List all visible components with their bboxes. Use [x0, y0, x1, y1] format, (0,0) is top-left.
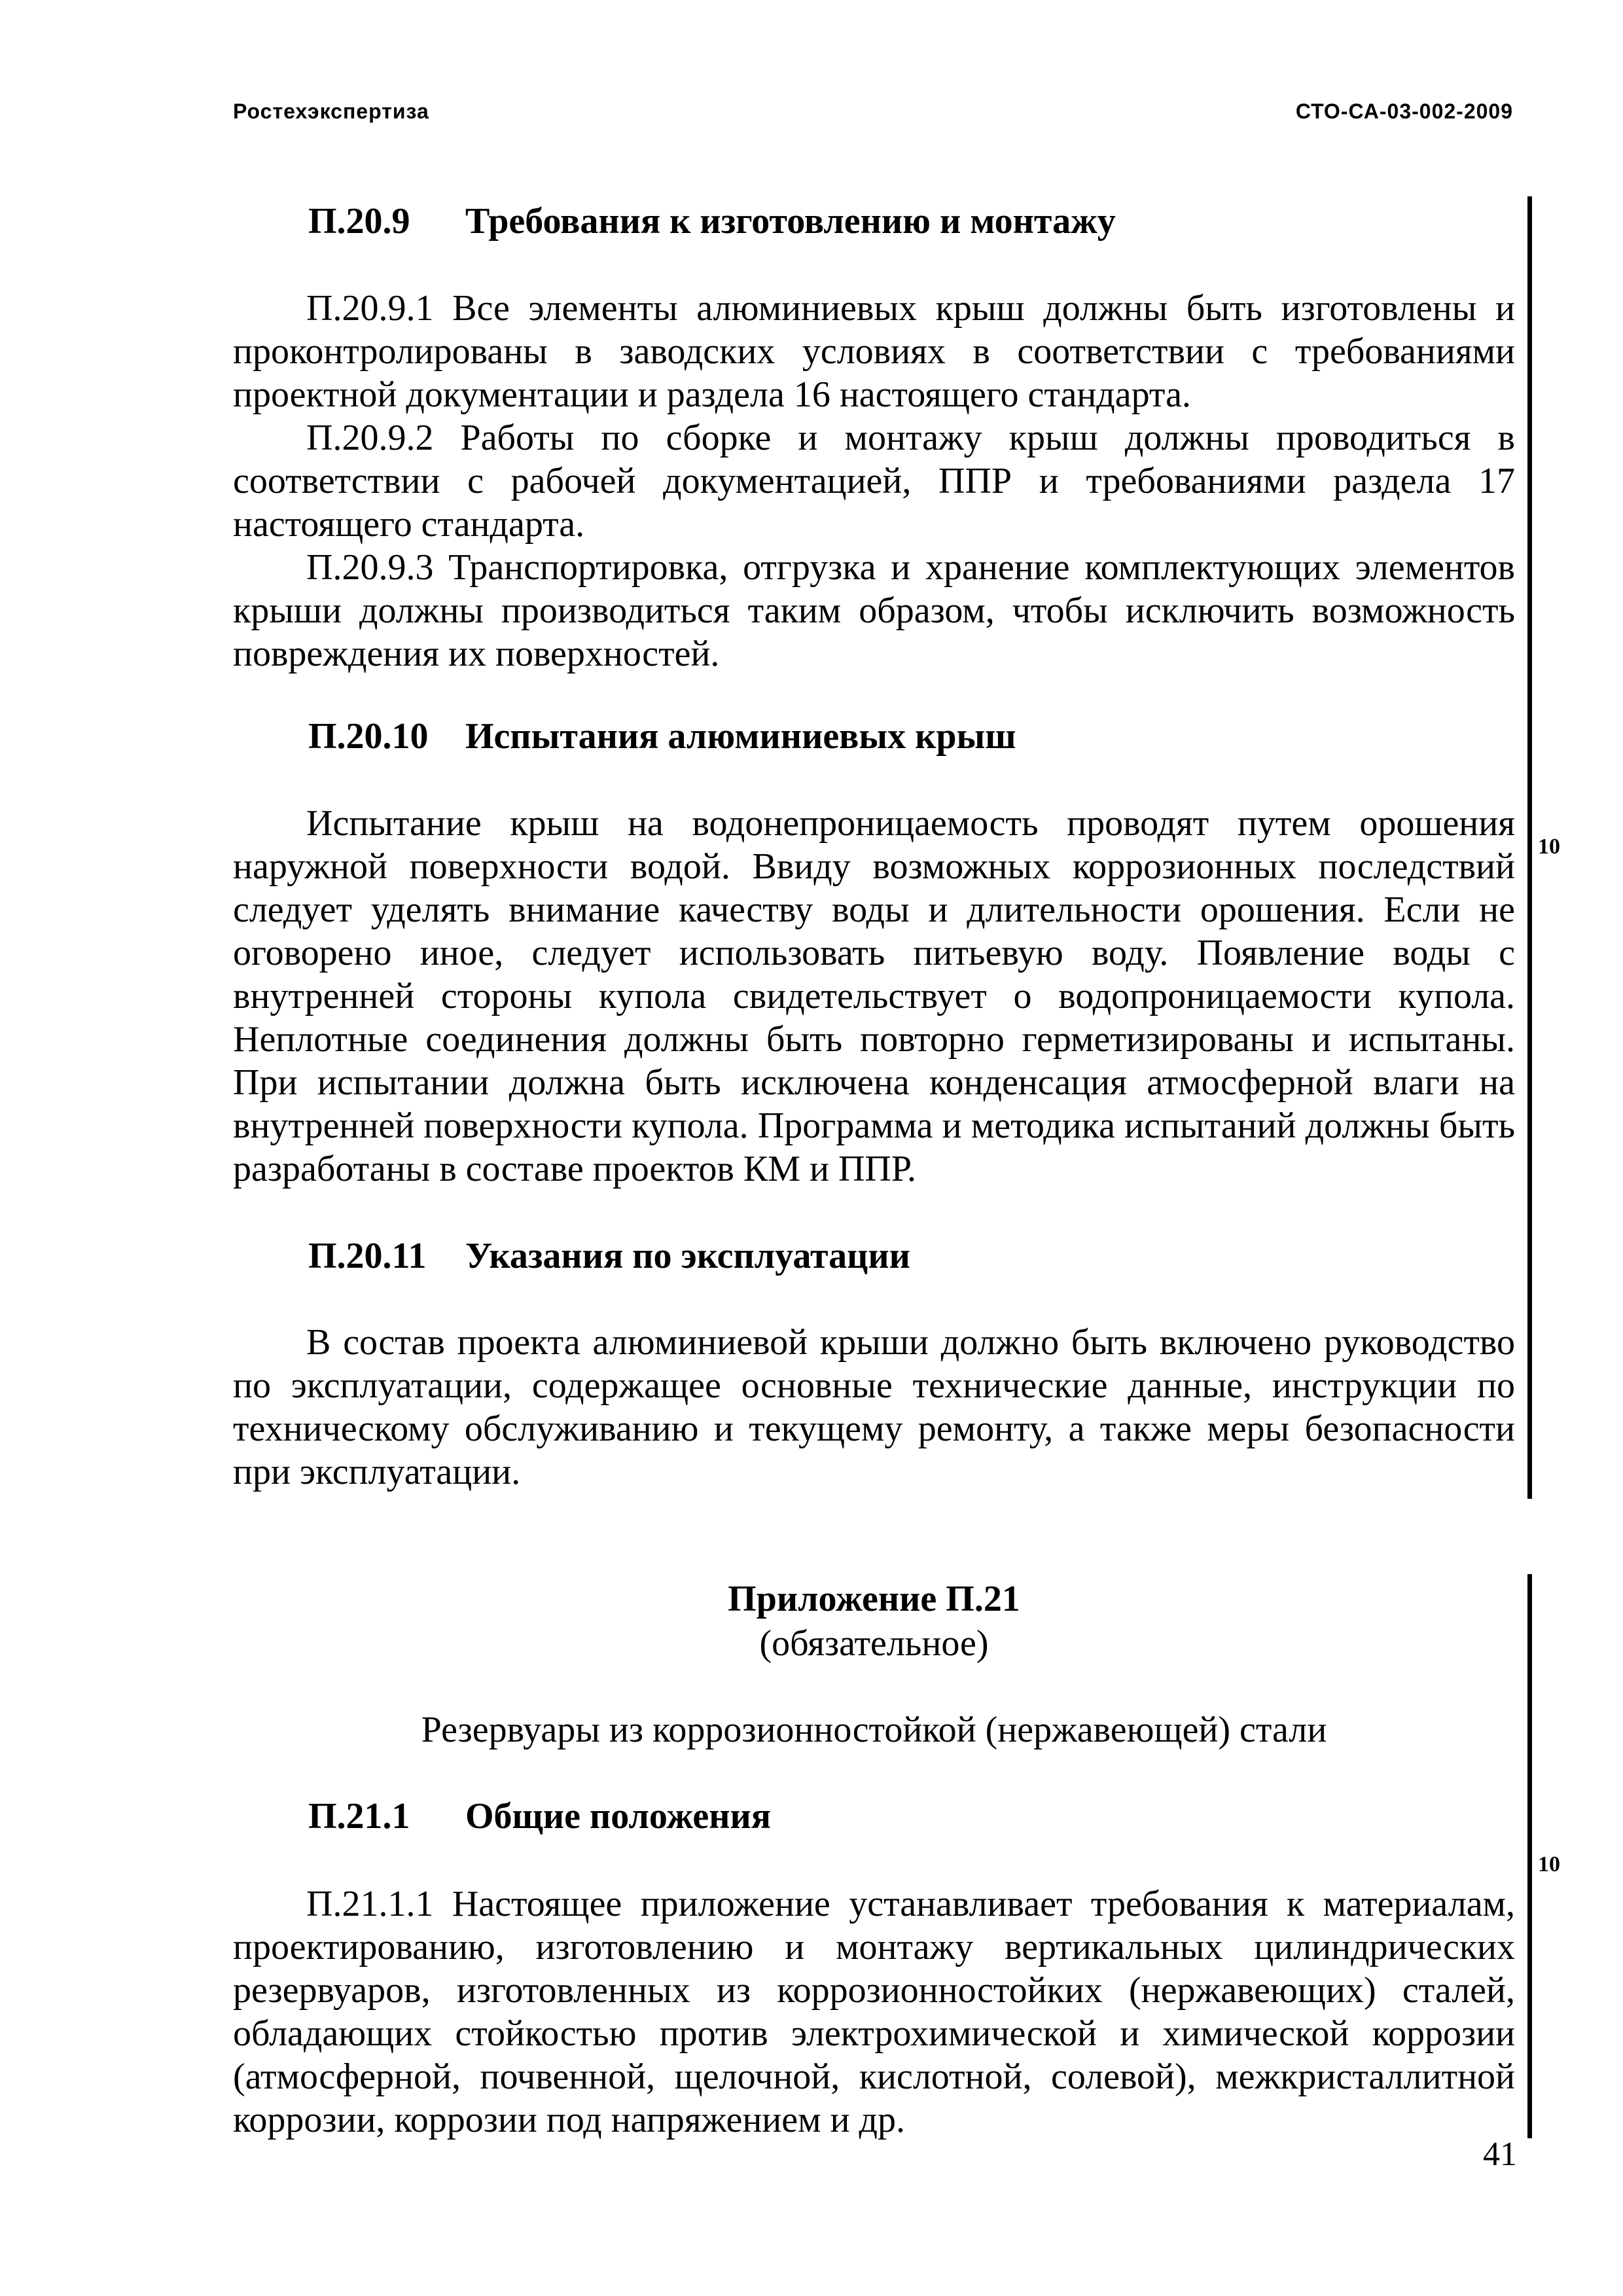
- section-heading: [308, 200, 1116, 243]
- paragraph: П.21.1.1 Настоящее приложение устанавливает требования к материалам, проектированию, изготовлению и монтажу вертикальных цилиндрических резервуаров, изготовленных из коррозионностойких (нержавеющих) сталей, обладающих стойкостью против электрохимической и химической коррозии (атмосферной, почвенной, щелочной, кислотной, солевой), межкристаллитной коррозии, коррозии под напряжением и др.: [233, 1884, 1515, 2140]
- paragraph: П.20.9.1 Все элементы алюминиевых крыш должны быть изготовлены и проконтролированы в заводских условиях в соответствии с требованиями проектной документации и раздела 16 настоящего стандарта.: [233, 288, 1515, 415]
- revision-bar: [1527, 196, 1532, 1499]
- section-title: Требования к изготовлению и монтажу: [465, 201, 1116, 242]
- revision-mark: 10: [1538, 1852, 1560, 1876]
- section-title: Указания по эксплуатации: [465, 1236, 910, 1276]
- section-title: Общие положения: [465, 1796, 772, 1837]
- section-heading: [308, 715, 1016, 758]
- appendix-note: (обязательное): [759, 1623, 989, 1664]
- section-text: [233, 1321, 1515, 1494]
- section-number: П.21.1: [308, 1796, 410, 1837]
- paragraph: П.20.9.2 Работы по сборке и монтажу крыш должны проводиться в соответствии с рабочей документацией, ППР и требованиями раздела 17 настоящего стандарта.: [233, 418, 1515, 545]
- revision-bar: [1527, 1574, 1532, 2138]
- section-text: [233, 1882, 1515, 2142]
- section-heading: [308, 1795, 771, 1838]
- revision-mark: 10: [1538, 834, 1560, 859]
- paragraph: П.20.9.3 Транспортировка, отгрузка и хранение комплектующих элементов крыши должны производиться таким образом, чтобы исключить возможность повреждения их поверхностей.: [233, 547, 1515, 674]
- paragraph: Испытание крыш на водонепроницаемость проводят путем орошения наружной поверхности водой. Ввиду возможных коррозионных последствий следует уделять внимание качеству воды и длительности орошения. Если не оговорено иное, следует использовать питьевую воду. Появление воды с внутренней стороны купола свидетельствует о водопроницаемости купола. Неплотные соединения должны быть повторно герметизированы и испытаны. При испытании должна быть исключена конденсация атмосферной влаги на внутренней поверхности купола. Программа и методика испытаний должны быть разработаны в составе проектов КМ и ППР.: [233, 803, 1515, 1189]
- section-text: [233, 802, 1515, 1191]
- section-number: П.20.9: [308, 201, 410, 242]
- section-number: П.20.11: [308, 1236, 427, 1276]
- page-number: 41: [1483, 2136, 1517, 2173]
- paragraph: В состав проекта алюминиевой крыши должно быть включено руководство по эксплуатации, содержащее основные технические данные, инструкции по техническому обслуживанию и текущему ремонту, а также меры безопасности при эксплуатации.: [233, 1322, 1515, 1492]
- section-heading: [308, 1234, 910, 1278]
- section-title: Испытания алюминиевых крыш: [465, 716, 1016, 757]
- section-number: П.20.10: [308, 716, 429, 757]
- header-organization: Ростехэкспертиза: [233, 99, 429, 123]
- header-document-code: СТО-СА-03-002-2009: [1295, 99, 1513, 123]
- section-text: [233, 287, 1515, 675]
- appendix-subtitle: Резервуары из коррозионностойкой (нержавеющей) стали: [421, 1710, 1327, 1750]
- appendix-title: Приложение П.21: [728, 1579, 1020, 1619]
